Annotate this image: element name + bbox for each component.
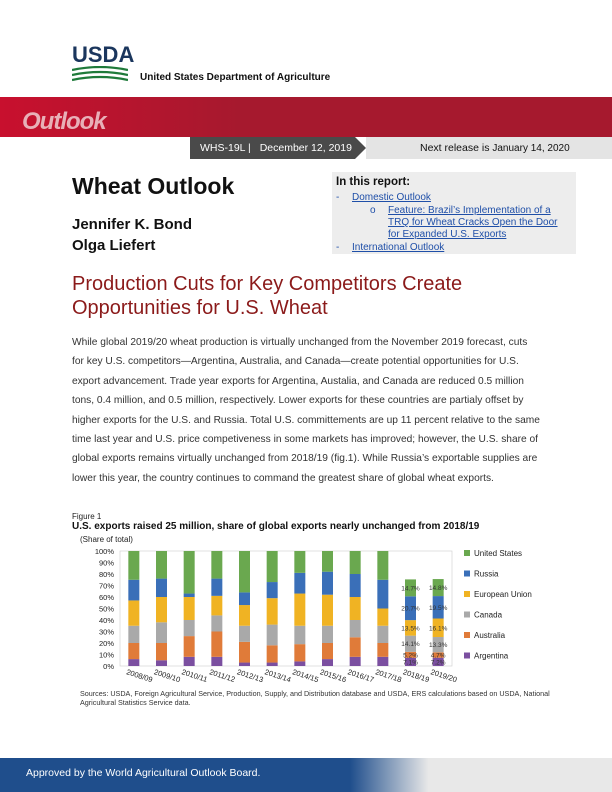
bar-segment	[156, 597, 167, 622]
bar-segment	[211, 596, 222, 616]
x-tick-label: 2010/11	[180, 667, 209, 685]
x-tick-label: 2009/10	[152, 667, 182, 685]
figure-title: U.S. exports raised 25 million, share of global exports nearly unchanged from 2018/19	[72, 521, 480, 532]
author-name: Olga Liefert	[72, 237, 156, 254]
toc-bullet: -	[336, 242, 340, 253]
next-release-label: Next release is	[420, 142, 490, 154]
legend-label: European Union	[474, 590, 532, 599]
report-date: December 12, 2019	[259, 142, 352, 154]
x-tick-label: 2016/17	[346, 667, 376, 685]
bar-segment	[377, 643, 388, 657]
toc-link-feature-line-1[interactable]: Feature: Brazil’s Implementation of a	[388, 205, 551, 216]
bar-segment	[239, 551, 250, 592]
bar-segment	[322, 643, 333, 659]
bar-segment	[184, 620, 195, 636]
data-label: 4.7%	[430, 652, 446, 660]
bar-segment	[267, 582, 278, 598]
y-tick-label: 50%	[98, 604, 114, 614]
bar-segment	[350, 574, 361, 597]
bar-segment	[184, 594, 195, 597]
data-label: 14.8%	[428, 585, 448, 593]
usda-logo	[72, 42, 135, 80]
stacked-bar-chart	[72, 543, 602, 688]
footer-gradient	[350, 758, 612, 792]
next-release-date: January 14, 2020	[492, 143, 570, 154]
usda-logo-graphic	[72, 66, 128, 82]
bar-segment	[128, 600, 139, 625]
bar-segment	[184, 551, 195, 594]
data-label: 14.7%	[401, 585, 420, 593]
y-tick-label: 90%	[98, 558, 114, 568]
data-label: 16.1%	[428, 625, 448, 633]
toc-link-feature-line-3[interactable]: for Expanded U.S. Exports	[388, 229, 507, 240]
x-tick-label: 2011/12	[208, 667, 237, 685]
x-tick-label: 2012/13	[235, 667, 265, 685]
page-title: Wheat Outlook	[72, 173, 235, 199]
bar-segment	[350, 597, 361, 620]
bar-segment	[239, 663, 250, 666]
legend-label: Argentina	[474, 651, 509, 661]
bar-segment	[128, 551, 139, 580]
data-label: 5.2%	[403, 652, 418, 660]
data-label: 13.5%	[401, 625, 420, 633]
figure-label: Figure 1	[72, 512, 102, 521]
y-tick-label: 0%	[103, 662, 114, 671]
bar-segment	[267, 598, 278, 624]
data-label: 19.5%	[428, 604, 448, 612]
headline-line: Production Cuts for Key Competitors Create	[72, 273, 463, 295]
bar-segment	[239, 626, 250, 642]
y-tick-label: 70%	[98, 581, 114, 591]
figure-sources: Sources: USDA, Foreign Agricultural Service, Production, Supply, and Distribution database and USDA, ERS calculations based on USDA, National Agricultural Statistics Service data.	[80, 689, 550, 707]
bar-segment	[294, 644, 305, 661]
bar-segment	[156, 551, 167, 579]
y-tick-label: 40%	[98, 616, 114, 625]
data-label: 14.1%	[401, 641, 420, 649]
bar-segment	[377, 551, 388, 580]
bar-segment	[128, 643, 139, 659]
legend-swatch	[464, 571, 470, 577]
bar-segment	[211, 579, 222, 596]
bar-segment	[184, 597, 195, 620]
bar-segment	[377, 657, 388, 666]
bar-segment	[211, 657, 222, 666]
bar-segment	[322, 626, 333, 643]
toc-link-domestic-outlook[interactable]: Domestic Outlook	[352, 192, 431, 203]
x-tick-label: 2008/09	[125, 667, 154, 685]
headline-line: Opportunities for U.S. Wheat	[72, 297, 328, 319]
bar-segment	[156, 643, 167, 660]
data-label: 20.7%	[401, 605, 420, 613]
bar-segment	[128, 659, 139, 666]
bar-segment	[239, 592, 250, 605]
bar-segment	[350, 657, 361, 666]
usda-logo-text: USDA	[72, 42, 135, 67]
article-headline	[72, 272, 472, 320]
bar-segment	[267, 551, 278, 582]
bar-segment	[350, 620, 361, 637]
bar-segment	[294, 551, 305, 573]
bar-segment	[184, 636, 195, 657]
toc-bullet: o	[370, 205, 376, 216]
report-id-code: WHS-19L |	[200, 142, 251, 154]
bar-segment	[294, 626, 305, 644]
y-tick-label: 80%	[98, 570, 114, 579]
bar-segment	[239, 605, 250, 626]
legend-swatch	[464, 653, 470, 659]
legend-swatch	[464, 591, 470, 597]
x-tick-label: 2014/15	[291, 667, 320, 685]
y-tick-label: 60%	[98, 593, 114, 602]
legend-label: Australia	[474, 631, 506, 640]
bar-segment	[377, 626, 388, 643]
bar-segment	[156, 622, 167, 643]
data-label: 7.2%	[430, 659, 446, 667]
x-tick-label: 2017/18	[374, 667, 403, 685]
bar-segment	[128, 626, 139, 643]
legend-swatch	[464, 632, 470, 638]
y-tick-label: 20%	[98, 639, 114, 648]
toc-link-international-outlook[interactable]: International Outlook	[352, 242, 445, 253]
bar-segment	[211, 615, 222, 631]
x-tick-label: 2015/16	[318, 667, 348, 685]
bar-segment	[377, 580, 388, 609]
bar-segment	[322, 551, 333, 572]
toc-link-feature-line-2[interactable]: TRQ for Wheat Cracks Open the Door	[388, 217, 558, 228]
x-tick-label: 2019/20	[429, 667, 459, 685]
bar-segment	[211, 551, 222, 579]
bar-segment	[211, 632, 222, 657]
bar-segment	[350, 551, 361, 574]
legend-label: Russia	[474, 569, 499, 579]
legend-swatch	[464, 612, 470, 618]
bar-segment	[267, 625, 278, 646]
legend-swatch	[464, 550, 470, 556]
footer-approval: Approved by the World Agricultural Outlook Board.	[26, 767, 261, 779]
bar-segment	[377, 609, 388, 626]
data-label: 13.3%	[428, 642, 448, 650]
bar-segment	[294, 573, 305, 594]
article-body: While global 2019/20 wheat production is virtually unchanged from the November 2019 forecast, cuts for key U.S. competitors—Argentina, Australia, and Canada—create potential opportunities for U.S. export advancement. Trade year exports for Argentina, Austalia, and Canada are reduced 0.5 million tons, 0.4 million, and 0.5 million, respectively. Lower exports for these countries are partialy offset by higher exports for the U.S. and Russia. Total U.S. committements are up 11 percent relative to the same time last year and U.S. price competiveness in some markets has improved; however, the U.S. share of global exports remains virtually unchanged from 2018/19 (fig.1). While Russia’s exportable supplies are lower this year, the country continues to command the greatest share of global wheat exports.	[72, 337, 540, 484]
bar-segment	[322, 659, 333, 666]
bar-segment	[294, 661, 305, 666]
x-tick-label: 2018/19	[401, 667, 431, 685]
data-label: 7.1%	[403, 659, 418, 667]
in-this-report-heading: In this report:	[336, 176, 411, 188]
y-tick-label: 100%	[94, 547, 114, 556]
agency-name: United States Department of Agriculture	[140, 72, 331, 83]
outlook-logo: Outlook	[22, 108, 106, 135]
legend-label: United States	[474, 549, 523, 558]
y-tick-label: 10%	[98, 650, 114, 660]
bar-segment	[156, 660, 167, 666]
bar-segment	[322, 572, 333, 595]
bar-segment	[322, 595, 333, 626]
bar-segment	[267, 645, 278, 662]
y-tick-label: 30%	[98, 627, 114, 637]
bar-segment	[267, 663, 278, 666]
bar-segment	[184, 657, 195, 666]
figure-subtitle: (Share of total)	[80, 535, 133, 544]
bar-segment	[350, 637, 361, 657]
report-id-arrow	[355, 137, 366, 159]
bar-segment	[128, 580, 139, 601]
legend-label: Canada	[474, 610, 503, 620]
author-name: Jennifer K. Bond	[72, 216, 193, 233]
bar-segment	[294, 594, 305, 626]
report-id	[200, 142, 352, 154]
toc-bullet: -	[336, 192, 340, 203]
x-tick-label: 2013/14	[263, 667, 293, 685]
bar-segment	[239, 642, 250, 663]
next-release	[420, 142, 570, 154]
bar-segment	[156, 579, 167, 597]
